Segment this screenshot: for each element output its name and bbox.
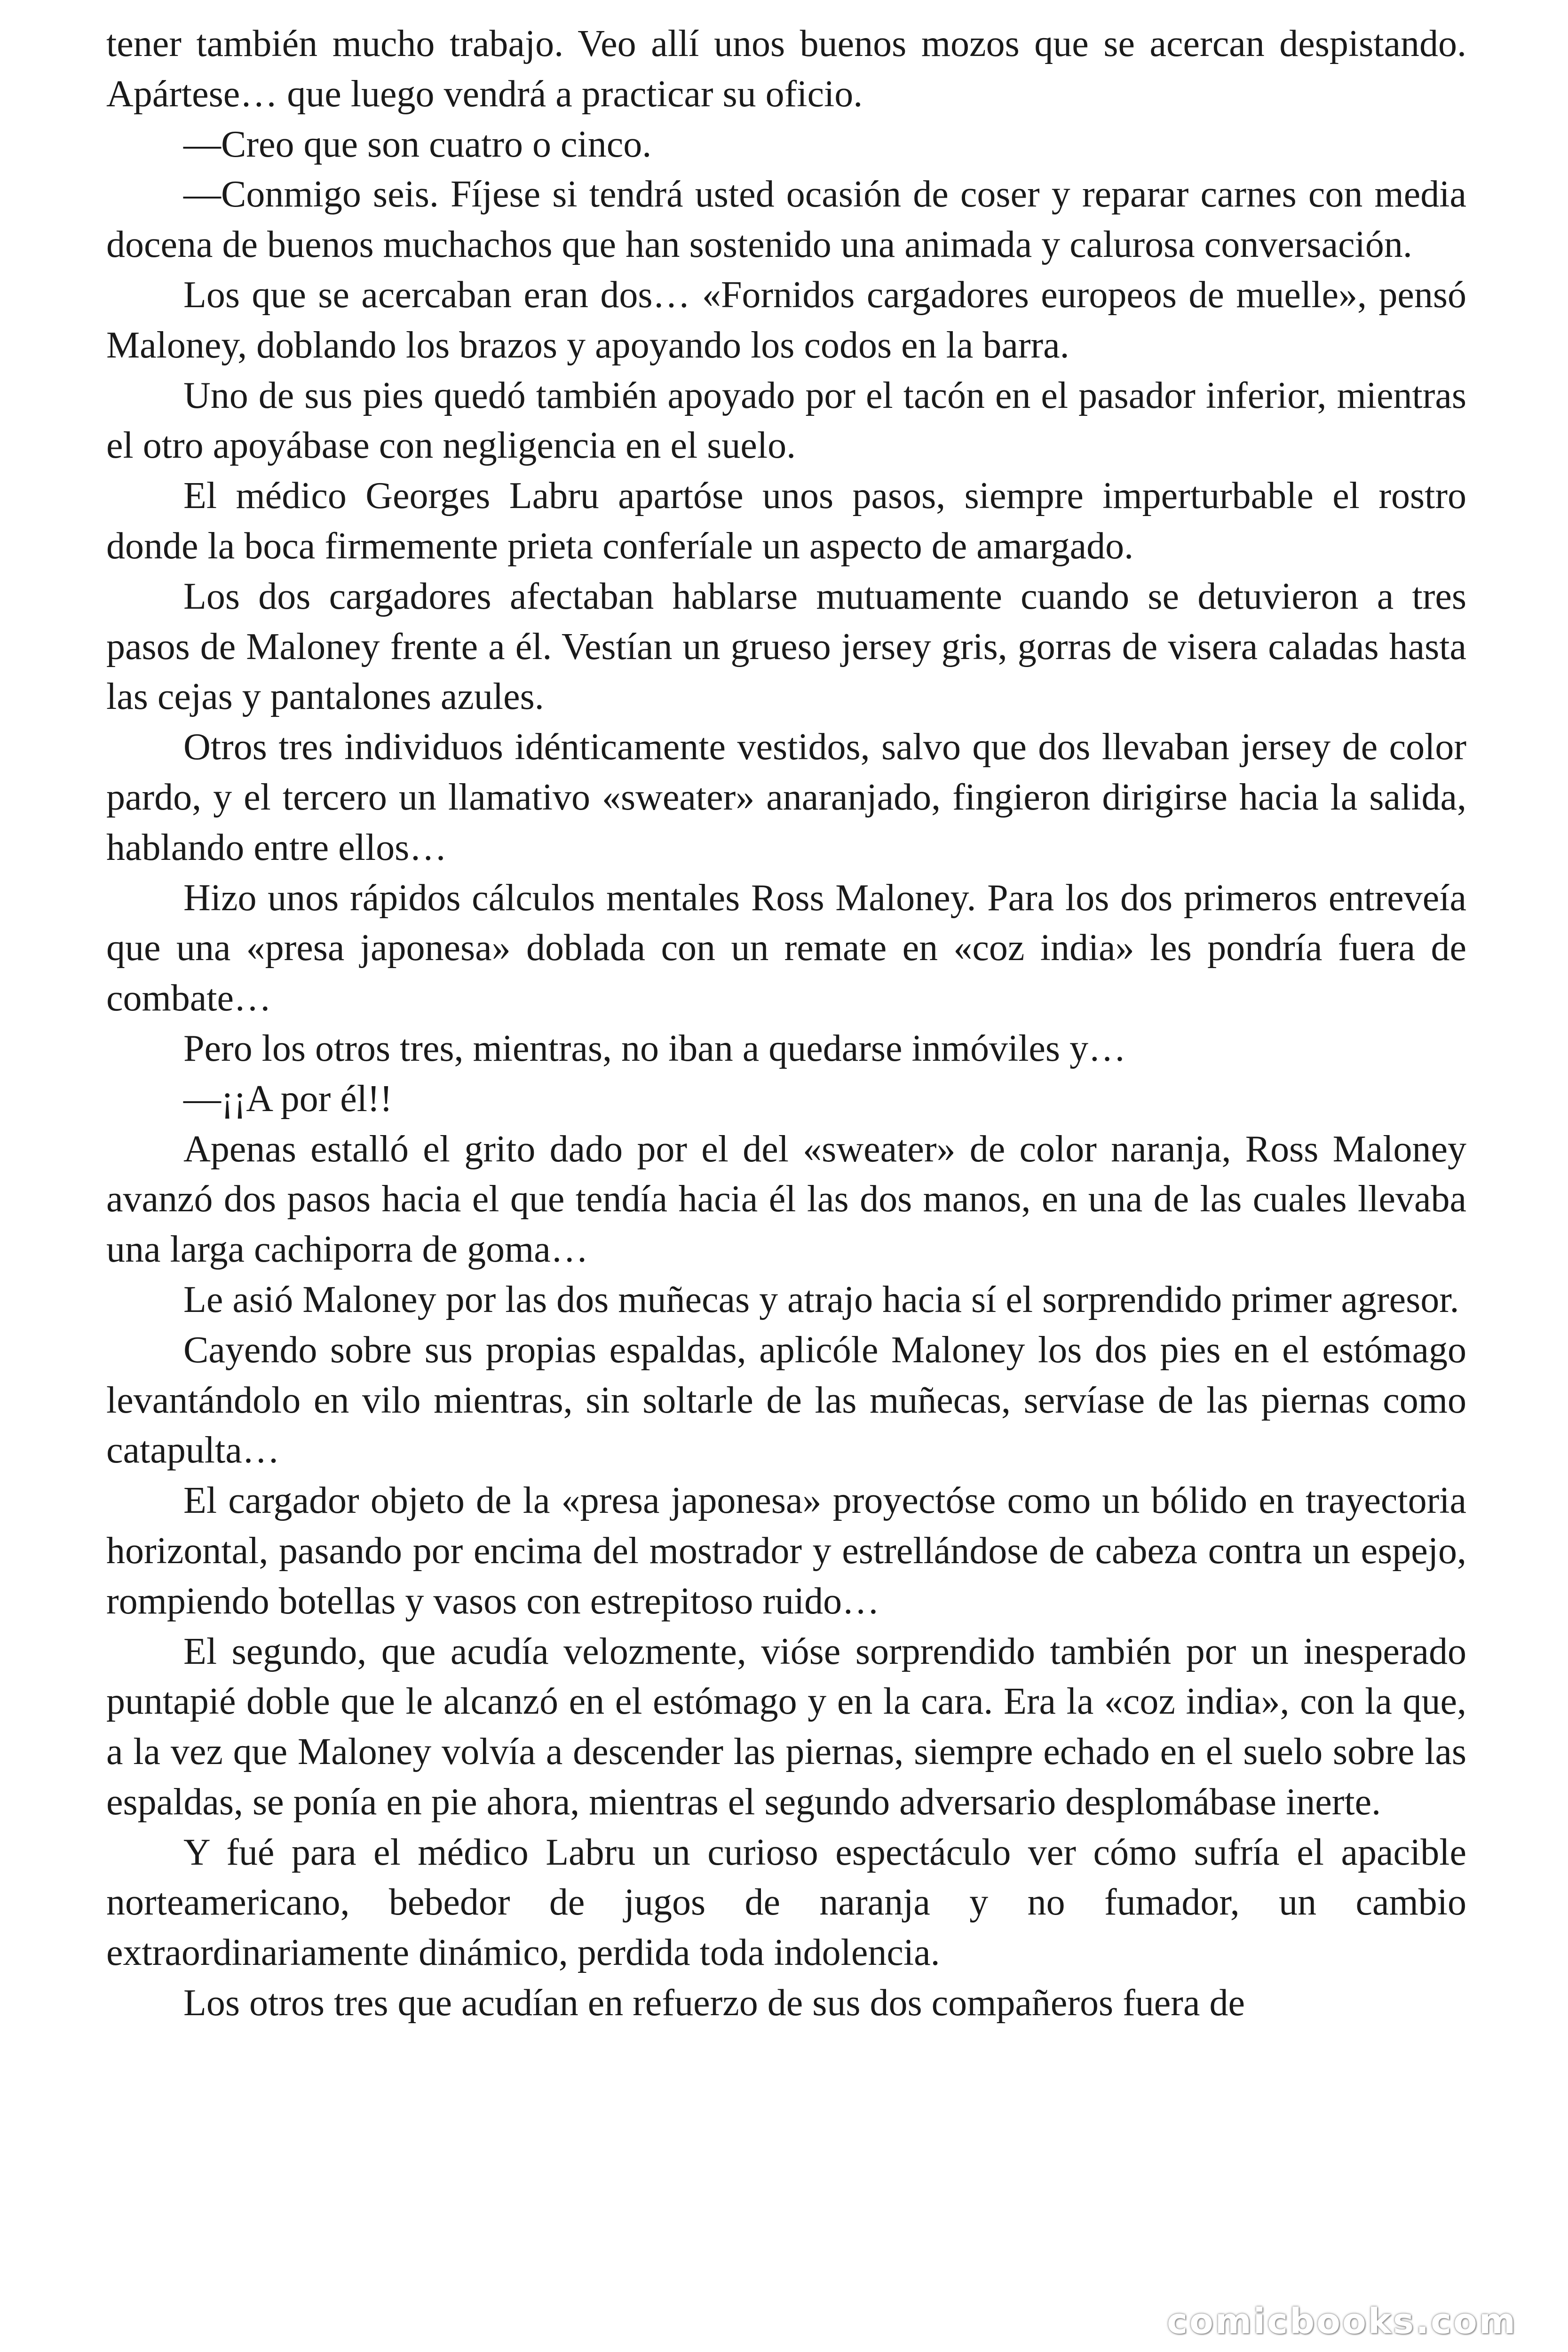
paragraph: Otros tres individuos idénticamente vestidos, salvo que dos llevaban jersey de color pardo, y el tercero un llamativo «sweater» anaranjado, fingieron dirigirse hacia la salida, hablando entre ellos… [106, 726, 1466, 868]
paragraph: —¡¡A por él!! [183, 1078, 393, 1120]
paragraph: Los que se acercaban eran dos… «Fornidos cargadores europeos de muelle», pensó Maloney, doblando los brazos y apoyando los codos en la barra. [106, 274, 1466, 366]
paragraph: —Conmigo seis. Fíjese si tendrá usted ocasión de coser y reparar carnes con media docena de buenos muchachos que han sostenido una animada y calurosa conversación. [106, 174, 1466, 266]
paragraph: —Creo que son cuatro o cinco. [183, 123, 652, 165]
paragraph: El cargador objeto de la «presa japonesa» proyectóse como un bólido en trayectoria horizontal, pasando por encima del mostrador y estrellándose de cabeza contra un espejo, rompiendo botellas y vasos con estrepitoso ruido… [106, 1480, 1466, 1622]
paragraph: Hizo unos rápidos cálculos mentales Ross Maloney. Para los dos primeros entreveía que una «presa japonesa» doblada con un remate en «coz india» les pondría fuera de combate… [106, 877, 1466, 1019]
paragraph: El médico Georges Labru apartóse unos pasos, siempre imperturbable el rostro donde la boca firmemente prieta conferíale un aspecto de amargado. [106, 475, 1466, 567]
paragraph: Le asió Maloney por las dos muñecas y atrajo hacia sí el sorprendido primer agresor. [183, 1279, 1459, 1320]
paragraph-continued: tener también mucho trabajo. Veo allí unos buenos mozos que se acercan despistando. Apártese… que luego vendrá a practicar su oficio. [106, 23, 1466, 115]
paragraph: Los dos cargadores afectaban hablarse mutuamente cuando se detuvieron a tres pasos de Maloney frente a él. Vestían un grueso jersey gris, gorras de visera caladas hasta las cejas y pantalones azules. [106, 575, 1466, 718]
paragraph: Y fué para el médico Labru un curioso espectáculo ver cómo sufría el apacible norteamericano, bebedor de jugos de naranja y no fumador, un cambio extraordinariamente dinámico, perdida toda indolencia. [106, 1831, 1466, 1974]
paragraph: Cayendo sobre sus propias espaldas, aplicóle Maloney los dos pies en el estómago levantándolo en vilo mientras, sin soltarle de las muñecas, servíase de las piernas como catapulta… [106, 1329, 1466, 1471]
paragraph: El segundo, que acudía velozmente, vióse sorprendido también por un inesperado puntapié doble que le alcanzó en el estómago y en la cara. Era la «coz india», con la que, a la vez que Maloney volvía a descender las piernas, siempre echado en el suelo sobre las espaldas, se ponía en pie ahora, mientras el segundo adversario desplomábase inerte. [106, 1630, 1466, 1823]
paragraph: Pero los otros tres, mientras, no iban a quedarse inmóviles y… [183, 1027, 1126, 1069]
book-page-text [106, 19, 1466, 2324]
watermark: comicbooks.com [1167, 2301, 1517, 2342]
paragraph: Apenas estalló el grito dado por el del «sweater» de color naranja, Ross Maloney avanzó dos pasos hacia el que tendía hacia él las dos manos, en una de las cuales llevaba una larga cachiporra de goma… [106, 1128, 1466, 1271]
paragraph: Uno de sus pies quedó también apoyado por el tacón en el pasador inferior, mientras el otro apoyábase con negligencia en el suelo. [106, 374, 1466, 467]
paragraph: Los otros tres que acudían en refuerzo de sus dos compañeros fuera de [183, 1982, 1245, 2024]
